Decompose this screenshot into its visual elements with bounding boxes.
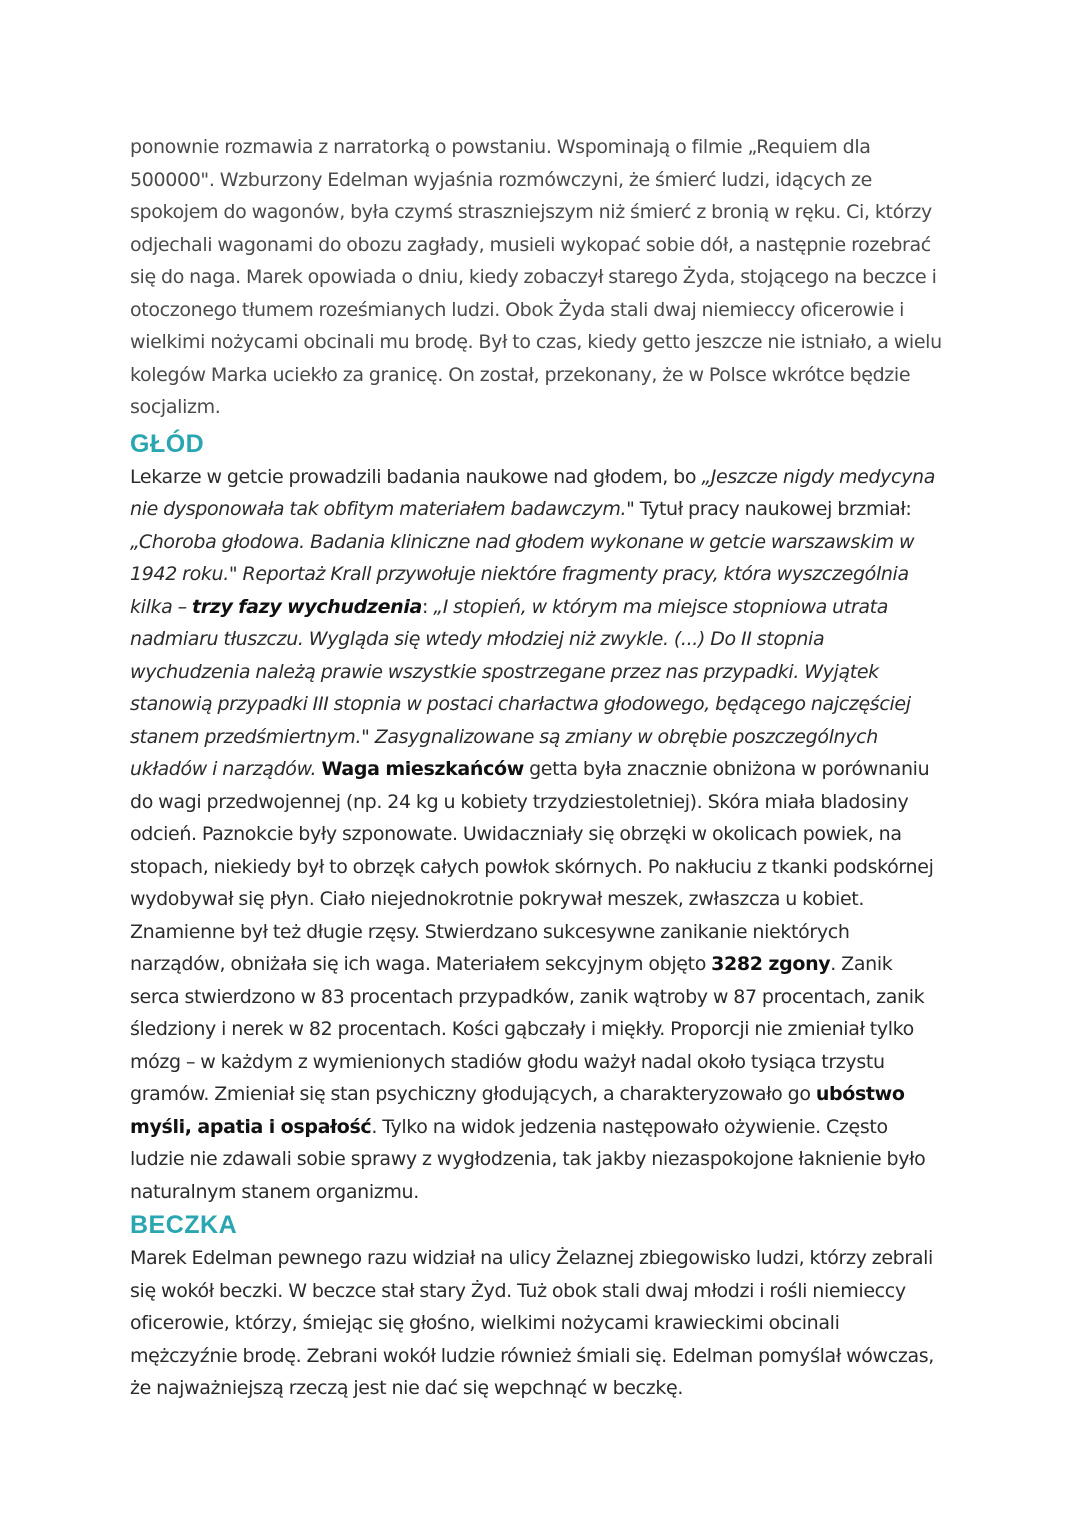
glod-text-6: . Tylko na widok jedzenia następowało ożywienie. Często ludzie nie zdawali sobie sprawy z wygłodzenia, tak jakby niezaspokojone łaknienie było naturalnym stanem organizmu. (130, 1115, 926, 1203)
glod-paragraph (130, 461, 945, 1209)
glod-text-1: Lekarze w getcie prowadzili badania naukowe nad głodem, bo (130, 465, 702, 488)
glod-text-2: Tytuł pracy naukowej brzmiał: (634, 498, 912, 520)
glod-text-4: getta była znacznie obniżona w porównaniu do wagi przedwojennej (np. 24 kg u kobiety trzydziestoletniej). Skóra miała bladosiny odcień. Paznokcie były szponowate. Uwidaczniały się obrzęki w okolicach powiek, na stopach, niekiedy był to obrzęk całych powłok skórnych. Po nakłuciu z tkanki podskórnej wydobywał się płyn. Ciało niejednokrotnie pokrywał meszek, zwłaszcza u kobiet. Znamienne był też długie rzęsy. Stwierdzano sukcesywne zanikanie niektórych narządów, obniżała się ich waga. Materiałem sekcyjnym objęto (130, 758, 934, 975)
glod-bold-apathy: ubóstwo myśli, apatia i ospałość (130, 1083, 905, 1138)
beczka-paragraph: Marek Edelman pewnego razu widział na ulicy Żelaznej zbiegowisko ludzi, którzy zebrali się wokół beczki. W beczce stał stary Żyd. Tuż obok stali dwaj młodzi i rośli niemieccy oficerowie, którzy, śmiejąc się głośno, wielkimi nożycami krawieckimi obcinali mężczyźnie brodę. Zebrani wokół ludzie również śmiali się. Edelman pomyślał wówczas, że najważniejszą rzeczą jest nie dać się wepchnąć w beczkę. (130, 1247, 934, 1399)
document-page (130, 131, 945, 1405)
intro-paragraph: ponownie rozmawia z narratorką o powstaniu. Wspominają o filmie „Requiem dla 500000". Wzburzony Edelman wyjaśnia rozmówczyni, że śmierć ludzi, idących ze spokojem do wagonów, była czymś straszniejszym niż śmierć z bronią w ręku. Ci, którzy odjechali wagonami do obozu zagłady, musieli wykopać sobie dół, a następnie rozebrać się do naga. Marek opowiada o dniu, kiedy zobaczył starego Żyda, stojącego na beczce i otoczonego tłumem roześmianych ludzi. Obok Żyda stali dwaj niemieccy oficerowie i wielkimi nożycami obcinali mu brodę. Był to czas, kiedy getto jeszcze nie istniało, a wielu kolegów Marka uciekło za granicę. On został, przekonany, że w Polsce wkrótce będzie socjalizm. (130, 136, 942, 418)
glod-text-3: : (421, 595, 434, 618)
glod-bold-deaths: 3282 zgony (711, 953, 831, 975)
section-heading-glod: GŁÓD (130, 429, 205, 458)
glod-text-5: . Zanik serca stwierdzono w 83 procentach przypadków, zanik wątroby w 87 procentach, zanik śledziony i nerek w 82 procentach. Kości gąbczały i miękły. Proporcji nie zmieniał tylko mózg – w każdym z wymienionych stadiów głodu ważył nadal około tysiąca trzystu gramów. Zmieniał się stan psychiczny głodujących, a charakteryzowało go (130, 953, 925, 1105)
glod-bold-phases: trzy fazy wychudzenia (192, 595, 422, 618)
glod-quote-2: „Choroba głodowa. Badania kliniczne nad głodem wykonane w getcie warszawskim w 1942 roku." Reportaż Krall przywołuje niektóre fragmenty pracy, która wyszczególnia kilka – (130, 530, 915, 618)
glod-quote-1: „Jeszcze nigdy medycyna nie dysponowała tak obfitym materiałem badawczym." (130, 465, 936, 520)
glod-bold-weight: Waga mieszkańców (321, 758, 524, 780)
glod-quote-3: „I stopień, w którym ma miejsce stopniowa utrata nadmiaru tłuszczu. Wygląda się wtedy młodziej niż zwykle. (...) Do II stopnia wychudzenia należą prawie wszystkie spostrzegane przez nas przypadki. Wyjątek stanowią przypadki III stopnia w postaci charłactwa głodowego, będącego najczęściej stanem przedśmiertnym." Zasygnalizowane są zmiany w obrębie poszczególnych układów i narządów. (130, 595, 911, 780)
section-heading-beczka: BECZKA (130, 1211, 238, 1239)
